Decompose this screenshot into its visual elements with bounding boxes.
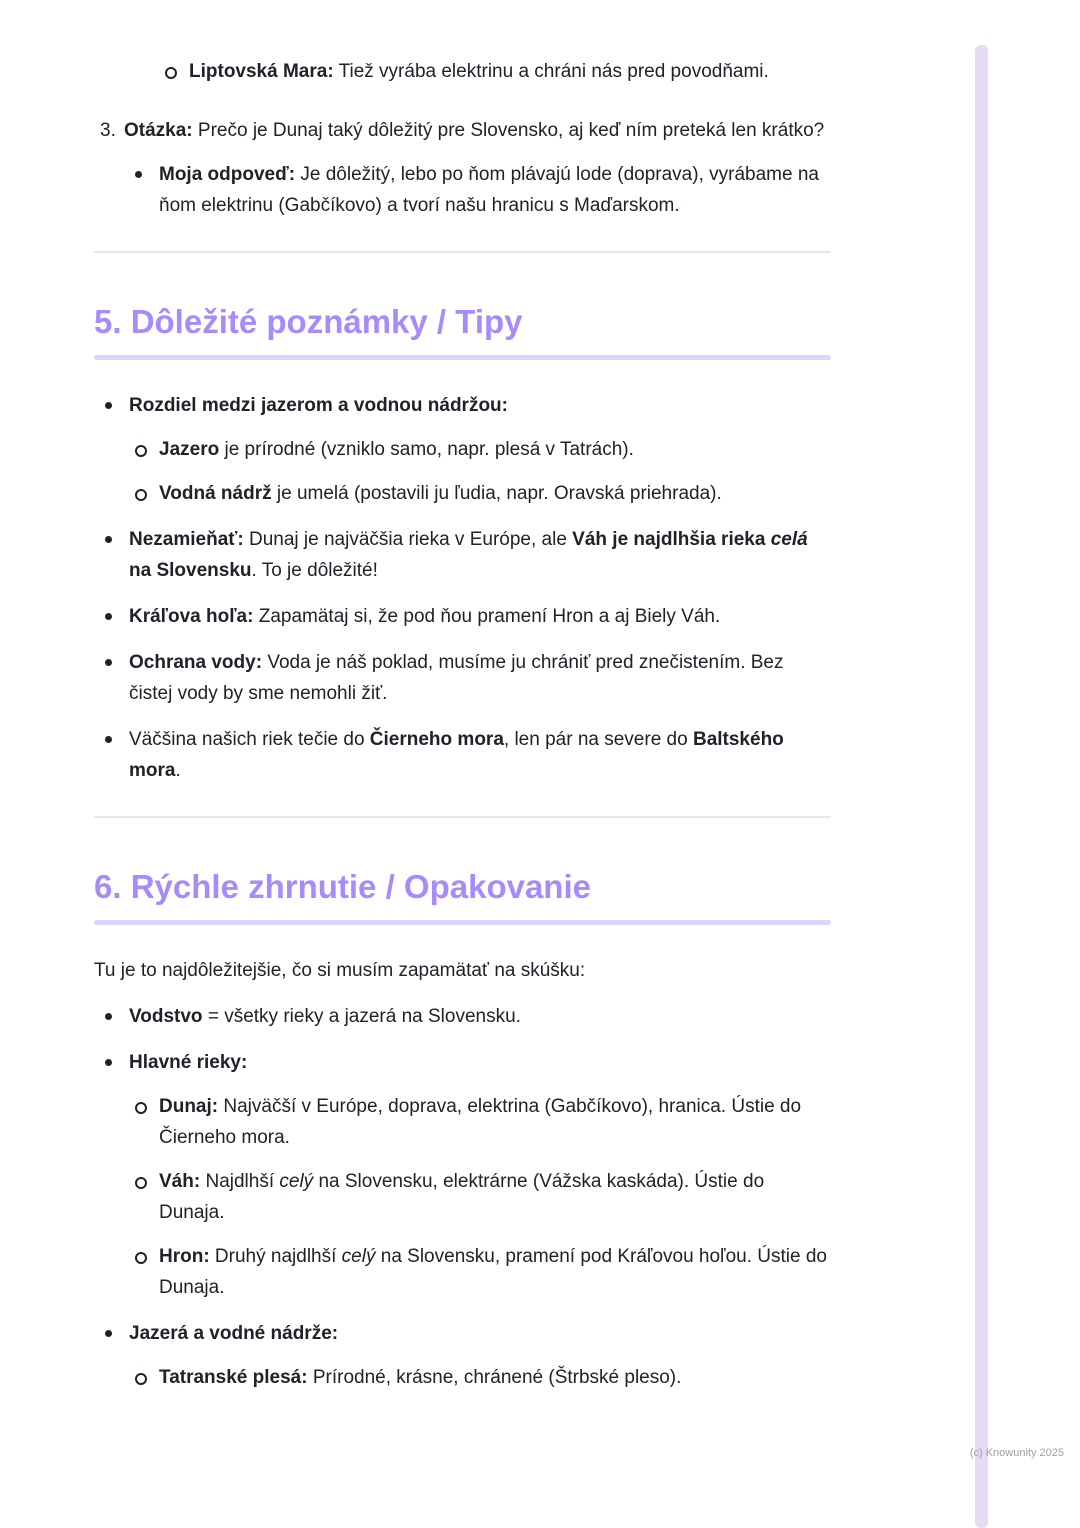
number-bullet: 3. — [100, 120, 116, 141]
list-item — [94, 1166, 831, 1228]
list-item — [94, 1047, 831, 1078]
text-run: . To je dôležité! — [251, 560, 378, 581]
text-run: Liptovská Mara: — [189, 61, 334, 82]
disc-bullet — [105, 1318, 129, 1349]
text-run: na Slovensku, pramení pod Kráľovou hoľou. Ústie do Dunaja. — [159, 1246, 827, 1298]
heading-underline — [94, 355, 831, 360]
text-run: je prírodné (vzniklo samo, napr. plesá v Tatrách). — [219, 439, 634, 460]
disc-bullet — [105, 1001, 129, 1032]
list-item-text — [124, 115, 831, 146]
section-divider — [94, 251, 831, 253]
disc-bullet — [135, 159, 159, 221]
list-item-text — [129, 1001, 831, 1032]
text-run: Hlavné rieky: — [129, 1052, 248, 1073]
list-item-text — [129, 647, 831, 709]
list-item-text — [159, 159, 831, 221]
paragraph — [94, 955, 831, 986]
text-run: je umelá (postavili ju ľudia, napr. Oravská priehrada). — [271, 483, 722, 504]
text-run: Vodná nádrž — [159, 483, 272, 504]
text-run: Nezamieňať: — [129, 529, 244, 550]
circle-bullet — [135, 1166, 159, 1228]
heading-underline — [94, 920, 831, 925]
list-item — [94, 1091, 831, 1153]
text-run: Voda je náš poklad, musíme ju chrániť pred znečistením. Bez čistej vody by sme nemohli žiť. — [129, 652, 784, 704]
text-run: Kráľova hoľa: — [129, 606, 254, 627]
list-item-text — [129, 390, 831, 421]
disc-bullet — [105, 390, 129, 421]
text-run: celý — [279, 1171, 314, 1192]
list-item-text — [189, 56, 831, 87]
list-item-text — [129, 1318, 831, 1349]
text-run: Druhý najdlhší — [209, 1246, 342, 1267]
list-item-text — [159, 478, 831, 509]
text-run: , len pár na severe do — [503, 729, 693, 750]
text-run: Baltského mora — [129, 729, 784, 781]
text-run: celý — [341, 1246, 376, 1267]
circle-bullet — [135, 1091, 159, 1153]
list-item-text — [159, 434, 831, 465]
text-run: Dunaj je najväčšia rieka v Európe, ale — [243, 529, 573, 550]
text-run: Váh: — [159, 1171, 201, 1192]
text-run: Tatranské plesá: — [159, 1367, 308, 1388]
text-run: Ochrana vody: — [129, 652, 263, 673]
list-item — [94, 601, 831, 632]
list-item — [94, 56, 831, 87]
circle-bullet — [165, 56, 189, 87]
section-heading — [94, 303, 831, 360]
list-item — [94, 524, 831, 586]
text-run: Prečo je Dunaj taký dôležitý pre Slovensko, aj keď ním preteká len krátko? — [192, 120, 825, 141]
circle-bullet — [135, 1362, 159, 1393]
disc-bullet — [105, 1047, 129, 1078]
list-item — [94, 478, 831, 509]
list-item — [94, 1001, 831, 1032]
list-item-text — [159, 1241, 831, 1303]
section-heading-text: 6. Rýchle zhrnutie / Opakovanie — [94, 868, 591, 905]
text-run: Väčšina našich riek tečie do — [129, 729, 370, 750]
text-run: Čierneho mora — [369, 729, 504, 750]
text-run: Zapamätaj si, že pod ňou pramení Hron a aj Biely Váh. — [253, 606, 721, 627]
list-item — [94, 1241, 831, 1303]
text-run: . — [175, 760, 181, 781]
text-run: Jazerá a vodné nádrže: — [129, 1323, 339, 1344]
circle-bullet — [135, 478, 159, 509]
text-run: Prírodné, krásne, chránené (Štrbské pleso). — [307, 1367, 682, 1388]
section-divider — [94, 816, 831, 818]
list-item-text — [129, 601, 831, 632]
list-item-text — [129, 724, 831, 786]
list-item — [94, 1362, 831, 1393]
disc-bullet — [105, 724, 129, 786]
list-item — [94, 724, 831, 786]
text-run: celá — [770, 529, 808, 550]
circle-bullet — [135, 434, 159, 465]
document-content — [94, 56, 831, 1393]
disc-bullet — [105, 524, 129, 586]
circle-bullet — [135, 1241, 159, 1303]
text-run: na Slovensku, elektrárne (Vážska kaskáda). Ústie do Dunaja. — [159, 1171, 765, 1223]
text-run: Je dôležitý, lebo po ňom plávajú lode (doprava), vyrábame na ňom elektrinu (Gabčíkovo) a tvorí našu hranicu s Maďarskom. — [159, 164, 819, 216]
text-run: Tu je to najdôležitejšie, čo si musím zapamätať na skúšku: — [94, 960, 586, 981]
list-item-text — [129, 524, 831, 586]
text-run: Otázka: — [124, 120, 193, 141]
text-run: Hron: — [159, 1246, 210, 1267]
text-run: = všetky rieky a jazerá na Slovensku. — [202, 1006, 521, 1027]
list-item — [94, 159, 831, 221]
text-run: Najväčší v Európe, doprava, elektrina (Gabčíkovo), hranica. Ústie do Čierneho mora. — [159, 1096, 802, 1148]
text-run: Vodstvo — [129, 1006, 203, 1027]
list-item — [94, 647, 831, 709]
list-item — [94, 390, 831, 421]
text-run: Tiež vyrába elektrinu a chráni nás pred povodňami. — [333, 61, 769, 82]
list-item — [94, 115, 831, 146]
text-run: Najdlhší — [200, 1171, 280, 1192]
text-run: Jazero — [159, 439, 220, 460]
text-run: na Slovensku — [129, 560, 252, 581]
copyright-watermark: (c) Knowunity 2025 — [969, 1447, 1064, 1459]
list-item — [94, 434, 831, 465]
list-item — [94, 1318, 831, 1349]
disc-bullet — [105, 601, 129, 632]
list-item-text — [159, 1166, 831, 1228]
text-run: Rozdiel medzi jazerom a vodnou nádržou: — [129, 395, 508, 416]
text-run: Moja odpoveď: — [159, 164, 296, 185]
text-run: Dunaj: — [159, 1096, 219, 1117]
list-item-text — [159, 1362, 831, 1393]
text-run: Váh je najdlhšia rieka — [572, 529, 771, 550]
list-item-text — [159, 1091, 831, 1153]
scrollbar[interactable] — [975, 45, 988, 1528]
disc-bullet — [105, 647, 129, 709]
section-heading-text: 5. Dôležité poznámky / Tipy — [94, 303, 523, 340]
list-item-text — [129, 1047, 831, 1078]
section-heading — [94, 868, 831, 925]
